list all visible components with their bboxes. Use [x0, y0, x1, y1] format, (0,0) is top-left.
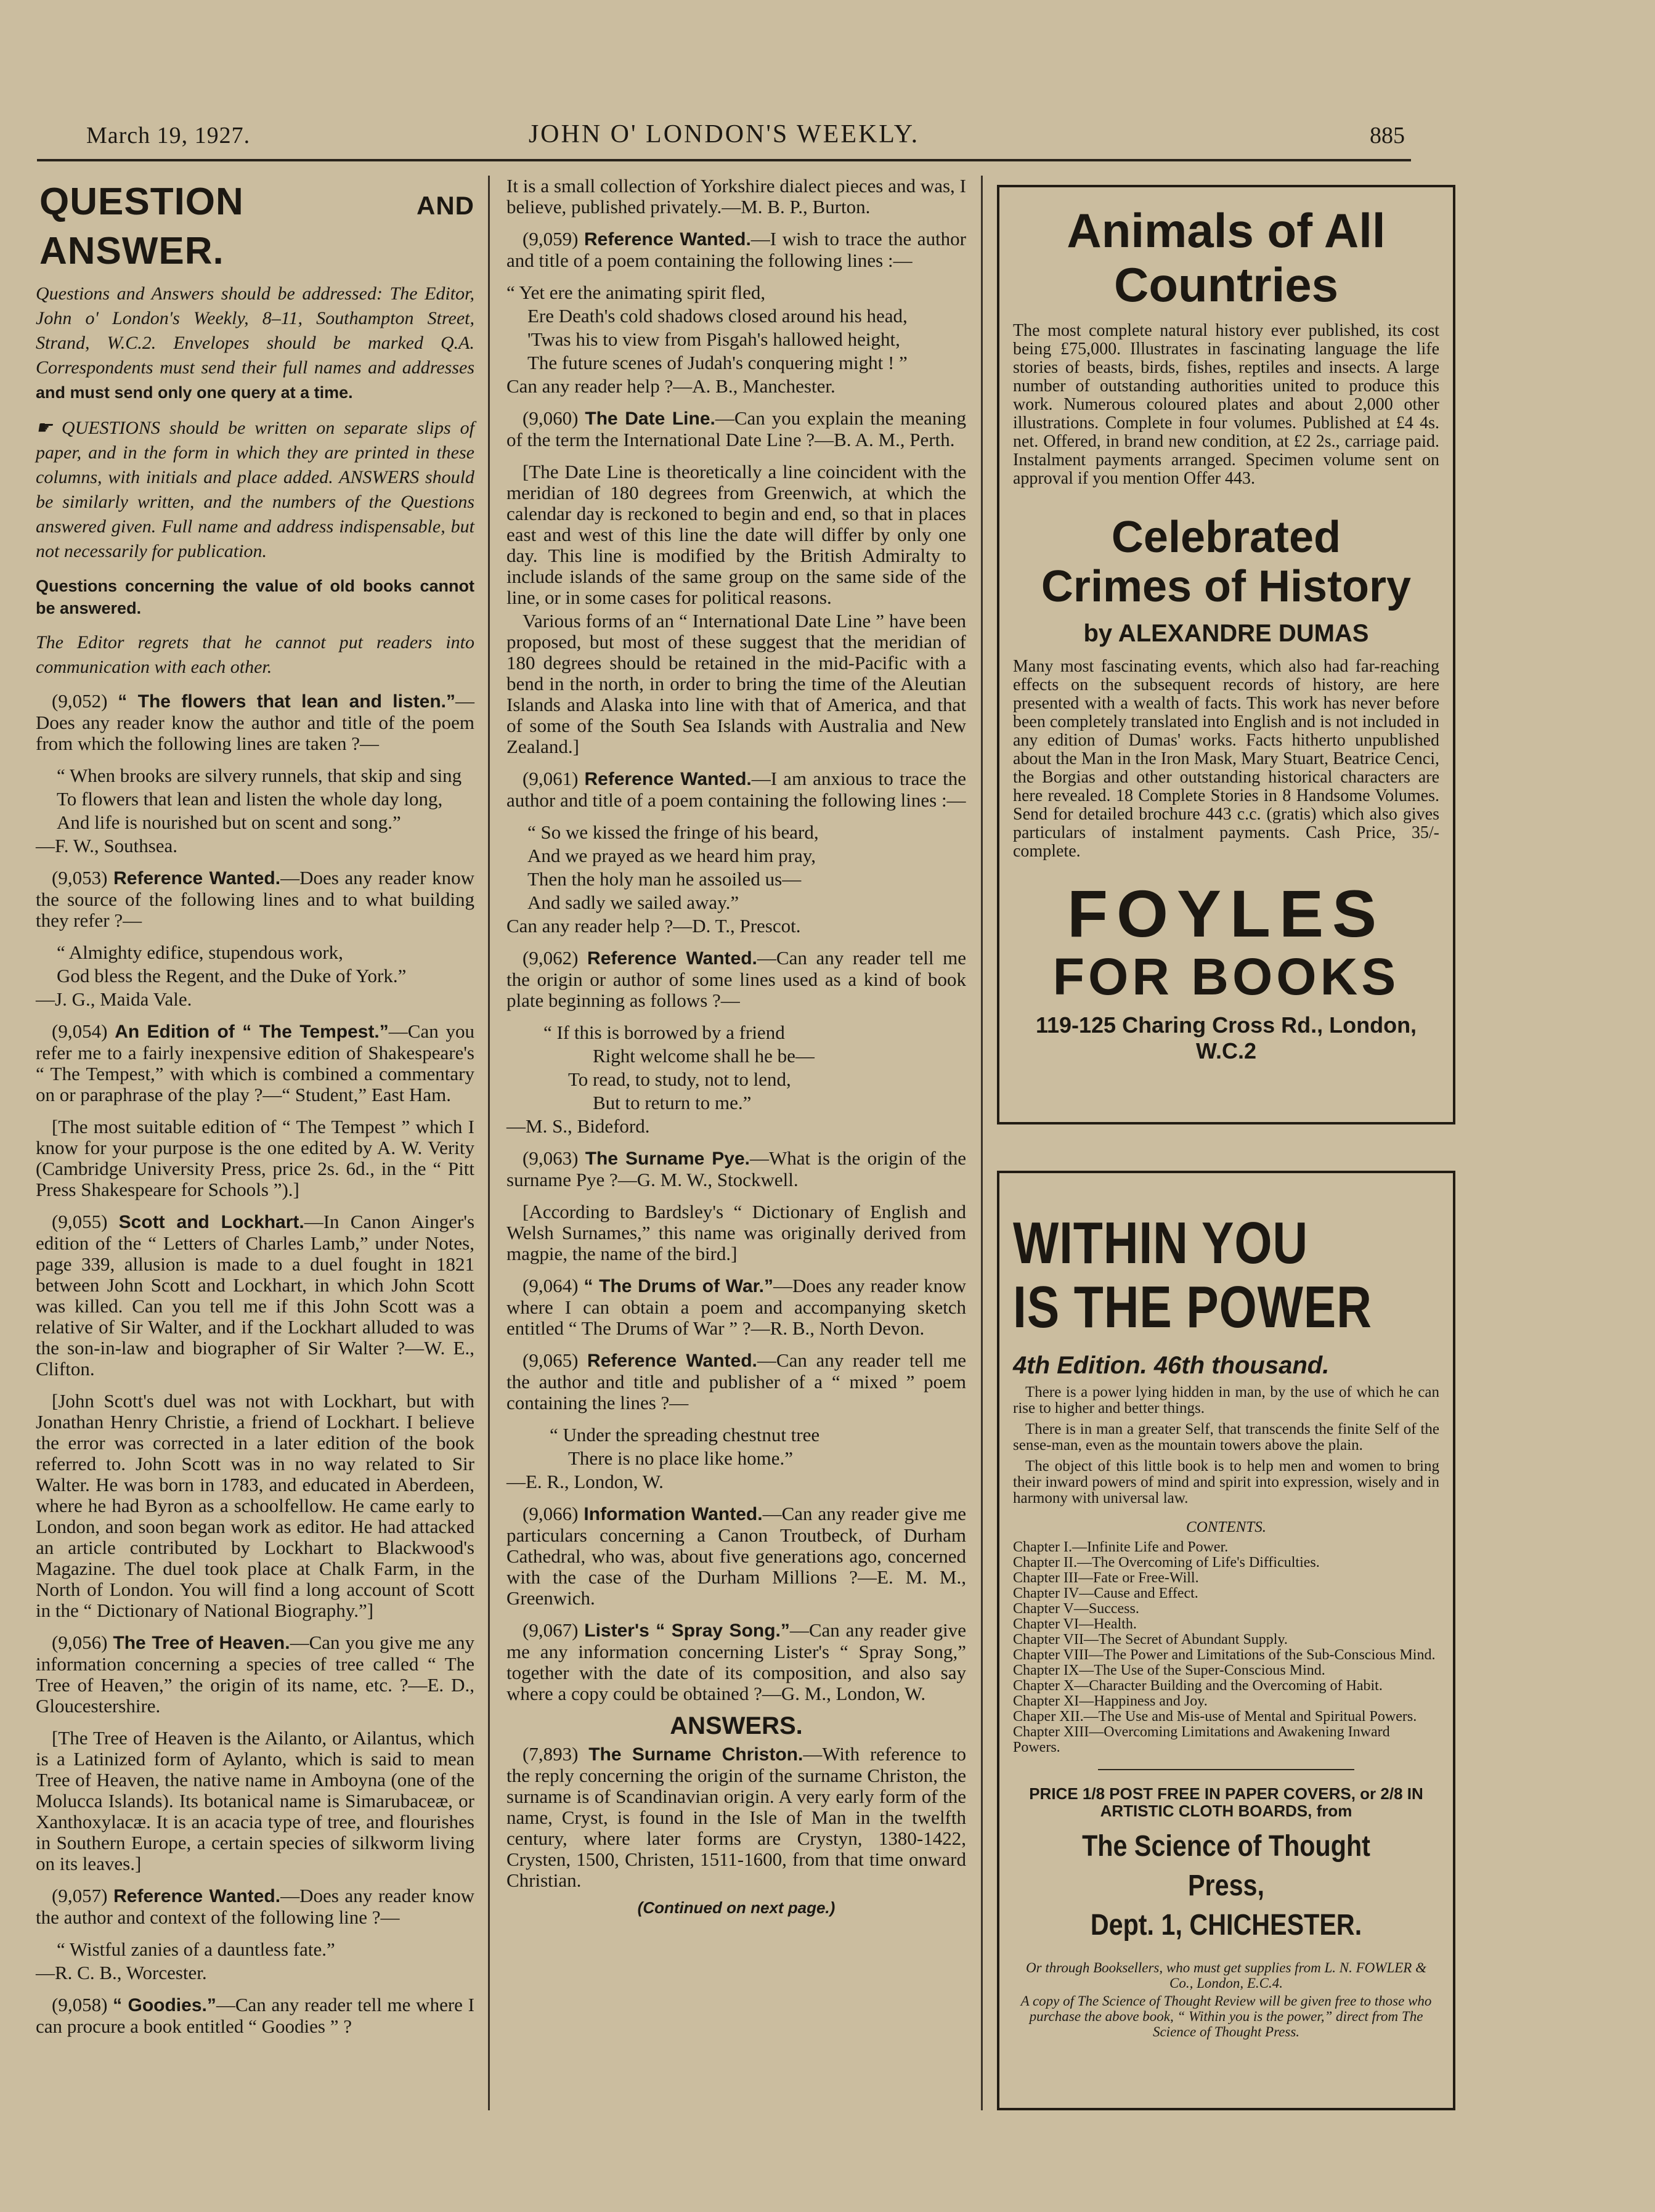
query-heading: The Surname Pye.	[585, 1149, 750, 1169]
answer-heading: The Surname Christon.	[588, 1744, 803, 1765]
query-heading: Scott and Lockhart.	[118, 1212, 304, 1232]
query-number: (9,065)	[523, 1349, 579, 1371]
query-heading: “ The Drums of War.”	[584, 1276, 774, 1296]
contents-heading: CONTENTS.	[1186, 1519, 1266, 1535]
query-heading: Reference Wanted.	[584, 769, 752, 789]
ad-byline: by ALEXANDRE DUMAS	[1083, 620, 1369, 647]
query-number: (9,067)	[523, 1619, 579, 1641]
verse-line: Then the holy man he assoiled us—	[527, 868, 802, 890]
query-heading: Reference Wanted.	[113, 1886, 281, 1906]
foyles-advertisement	[997, 185, 1455, 1124]
query-9065	[506, 1350, 966, 1413]
query-number: (9,058)	[52, 1994, 108, 2015]
answer-text: —With reference to the reply concerning the origin of the surname Christon, the surname is of Scandinavian origin. A very early form of the name, Cryst, is found in the Isle of Man in the twelfth century, where later forms are Crystyn, 1380-1422, Crysten, 1500, Christen, 1511-1600, from that time onward Christian.	[506, 1743, 967, 1891]
query-9056	[36, 1632, 474, 1717]
contents-item: Chapter III—Fate or Free-Will.	[1013, 1570, 1199, 1586]
query-heading: Reference Wanted.	[587, 948, 757, 969]
answer-7893	[506, 1744, 966, 1891]
query-text: —I am anxious to trace the author and title of a poem containing the following lines :—	[506, 768, 966, 811]
ad-title-line-1: WITHIN YOU	[1013, 1210, 1309, 1276]
ad-paragraph: There is in man a greater Self, that transcends the finite Self of the sense-man, even as the mountain towers above the plain.	[1013, 1421, 1439, 1454]
query-text: —Does any reader know where I can obtain a poem and accompanying sketch entitled “ The Drums of War ” ?—R. B., North Devon.	[506, 1275, 967, 1339]
ad-paragraph: The object of this little book is to help men and women to bring their inward powers of mind and spirit into expression, wisely and in harmony with universal law.	[1013, 1458, 1439, 1507]
verse-line: To read, to study, not to lend,	[568, 1068, 791, 1090]
query-text: —Can any reader give me any information concerning Lister's “ Spray Song,” together with the date of its composition, and also say where a copy could be obtained ?—G. M., London, W.	[506, 1619, 966, 1704]
ad-title-animals: Animals of All Countries	[1067, 203, 1386, 312]
intro-address-text: Questions and Answers should be addressed: The Editor, John o' London's Weekly, 8–11, Southampton Street, Strand, W.C.2. Envelopes should be marked Q.A. Correspondents must send their full names and addresses	[36, 283, 474, 378]
masthead: JOHN O' LONDON'S WEEKLY.	[528, 120, 920, 148]
title-word-and: AND	[417, 191, 474, 220]
query-9064	[506, 1275, 966, 1339]
foyles-tagline: FOR BOOKS	[1052, 948, 1400, 1006]
verse-line: And we prayed as we heard him pray,	[527, 845, 816, 866]
query-heading: An Edition of “ The Tempest.”	[115, 1022, 389, 1042]
query-9054	[36, 1021, 474, 1105]
ad-title-crimes-1: Celebrated	[1111, 513, 1341, 562]
query-9063	[506, 1148, 966, 1190]
query-number: (9,055)	[52, 1211, 108, 1232]
contents-item: Chapter IV—Cause and Effect.	[1013, 1585, 1198, 1601]
issue-date: March 19, 1927.	[86, 123, 251, 148]
query-heading: Information Wanted.	[584, 1504, 763, 1524]
foyles-brand: FOYLES	[1067, 876, 1386, 951]
ad-bookseller-note: Or through Booksellers, who must get supplies from L. N. FOWLER & Co., London, E.C.4.	[1026, 1960, 1426, 1991]
contents-item: Chaper XII.—The Use and Mis-use of Mental and Spiritual Powers.	[1013, 1709, 1417, 1725]
verse-line: “ When brooks are silvery runnels, that skip and sing	[57, 765, 462, 786]
intro-editor-note: The Editor regrets that he cannot put readers into communication with each other.	[36, 632, 474, 677]
query-9058-continued: It is a small collection of Yorkshire dialect pieces and was, I believe, published privately.—M. B. P., Burton.	[506, 175, 966, 218]
verse-line: “ Almighty edifice, stupendous work,	[57, 941, 343, 963]
ad-divider	[1098, 1769, 1354, 1770]
intro-value-note: Questions concerning the value of old books cannot be answered.	[36, 577, 474, 617]
query-signature: —M. S., Bideford.	[506, 1115, 650, 1137]
ad-paragraph: There is a power lying hidden in man, by the use of which he can rise to higher and better things.	[1013, 1384, 1439, 1417]
query-number: (9,063)	[523, 1147, 579, 1169]
query-heading: Reference Wanted.	[587, 1351, 757, 1371]
query-9067	[506, 1620, 966, 1704]
query-text: —Does any reader know the author and context of the following line ?—	[36, 1885, 474, 1928]
ad-review-note: A copy of The Science of Thought Review will be given free to those who purchase the above book, “ Within you is the power,” direct from The Science of Thought Press.	[1020, 1993, 1432, 2039]
ad-title-line-2: IS THE POWER	[1013, 1274, 1372, 1340]
ad-text-animals: The most complete natural history ever published, its cost being £75,000. Illustrates in fascinating language the life stories of beasts, birds, fishes, reptiles and insects. A large number of outstanding authorities united to produce this work. Numerous coloured plates and about 2,000 other illustrations. Complete in four volumes. Published at £4 4s. net. Offered, in brand new condition, at £2 2s., carriage paid. Instalment payments arranged. Specimen volume sent on approval if you mention Offer 443.	[1013, 321, 1439, 488]
query-number: (9,064)	[523, 1275, 579, 1296]
query-heading: “ The flowers that lean and listen.”	[118, 691, 455, 712]
query-number: (9,054)	[52, 1020, 108, 1042]
answer-number: (7,893)	[523, 1743, 579, 1765]
query-heading: The Date Line.	[585, 409, 715, 429]
intro-address-bold: and must send only one query at a time.	[36, 383, 353, 402]
query-text: —Can any reader give me particulars concerning a Canon Troutbeck, of Durham Cathedral, who was, about five generations ago, concerned with the case of the Durham Millions ?—E. M. M., Greenwich.	[506, 1503, 966, 1609]
column-1	[36, 176, 474, 2048]
verse-line: The future scenes of Judah's conquering might ! ”	[527, 352, 908, 373]
editor-answer: [The Date Line is theoretically a line coincident with the meridian of 180 degrees from Greenwich, at which the calendar day is reckoned to begin and end, so that in places east and west of this line the date will differ by only one day. This line is modified by the British Admiralty to include islands of the same group on the same side of the line, or in some cases for political reasons.	[506, 461, 966, 608]
publisher-address: Dept. 1, CHICHESTER.	[1090, 1909, 1362, 1942]
query-heading: Lister's “ Spray Song.”	[584, 1620, 790, 1641]
page-number: 885	[1370, 123, 1405, 148]
query-heading: Reference Wanted.	[113, 868, 281, 888]
query-number: (9,059)	[523, 228, 579, 250]
query-heading: Reference Wanted.	[584, 229, 751, 250]
verse-line: Ere Death's cold shadows closed around his head,	[527, 305, 908, 327]
ad-price: PRICE 1/8 POST FREE IN PAPER COVERS, or 2/8 IN ARTISTIC CLOTH BOARDS, from	[1029, 1784, 1423, 1820]
query-text: —Can you give me any information concerning a species of tree called “ The Tree of Heaven,” the origin of its name, etc. ?—E. D., Gloucestershire.	[36, 1632, 474, 1717]
query-9058	[36, 1994, 474, 2037]
query-9062	[506, 948, 966, 1011]
contents-item: Chapter I.—Infinite Life and Power.	[1013, 1539, 1229, 1555]
query-text: —Does any reader know the source of the following lines and to what building they refer ?—	[36, 867, 474, 931]
query-text: —I wish to trace the author and title of a poem containing the following lines :—	[506, 228, 967, 271]
query-text: —Can any reader tell me the author and title and publisher of a “ mixed ” poem containing the lines ?—	[506, 1349, 967, 1413]
query-signature: —R. C. B., Worcester.	[36, 1962, 207, 1983]
verse-line: 'Twas his to view from Pisgah's hallowed height,	[527, 328, 900, 350]
query-text: —What is the origin of the surname Pye ?—G. M. W., Stockwell.	[506, 1147, 966, 1190]
ad-title-crimes-2: Crimes of History	[1041, 562, 1412, 611]
editor-answer: [According to Bardsley's “ Dictionary of English and Welsh Surnames,” this name was originally derived from magpie, the name of the bird.]	[506, 1201, 966, 1264]
query-signature: Can any reader help ?—A. B., Manchester.	[506, 375, 836, 397]
contents-list	[1013, 1540, 1439, 1755]
page-header	[43, 117, 1405, 154]
verse-line: And life is nourished but on scent and song.”	[57, 811, 401, 833]
query-number: (9,066)	[523, 1503, 579, 1524]
contents-item: Chapter IX—The Use of the Super-Conscious Mind.	[1013, 1662, 1325, 1678]
header-rule	[37, 159, 1411, 161]
verse-line: “ Wistful zanies of a dauntless fate.”	[57, 1938, 335, 1960]
query-signature: —F. W., Southsea.	[36, 835, 178, 856]
query-heading: “ Goodies.”	[113, 1995, 216, 2015]
title-word-question: QUESTION	[39, 181, 244, 223]
verse-line: To flowers that lean and listen the whole day long,	[57, 788, 443, 810]
column-2	[506, 176, 966, 1918]
query-number: (9,060)	[523, 407, 579, 429]
query-number: (9,053)	[52, 867, 108, 888]
query-9055	[36, 1211, 474, 1380]
query-number: (9,056)	[52, 1632, 108, 1653]
query-number: (9,057)	[52, 1885, 108, 1906]
verse-line: God bless the Regent, and the Duke of York.”	[57, 965, 407, 986]
contents-item: Chapter XIII—Overcoming Limitations and Awakening Inward Powers.	[1013, 1724, 1390, 1755]
verse-line: “ Yet ere the animating spirit fled,	[506, 282, 766, 303]
intro-address	[36, 282, 474, 405]
continued-note: (Continued on next page.)	[637, 1898, 836, 1917]
query-signature: —E. R., London, W.	[506, 1471, 664, 1492]
title-word-answer: ANSWER.	[39, 230, 224, 272]
query-heading: The Tree of Heaven.	[113, 1633, 290, 1653]
contents-item: Chapter X—Character Building and the Overcoming of Habit.	[1013, 1678, 1383, 1694]
answers-heading: ANSWERS.	[670, 1712, 803, 1739]
query-number: (9,062)	[523, 947, 579, 969]
query-text: —Does any reader know the author and title of the poem from which the following lines are taken ?—	[36, 690, 474, 754]
contents-item: Chapter VII—The Secret of Abundant Supply.	[1013, 1632, 1288, 1648]
column-divider-2	[981, 176, 983, 2110]
ad-edition: 4th Edition. 46th thousand.	[1013, 1352, 1330, 1379]
query-9059	[506, 229, 966, 271]
editor-answer: [The most suitable edition of “ The Tempest ” which I know for your purpose is the one edited by A. W. Verity (Cambridge University Press, price 2s. 6d., in the “ Pitt Press Shakespeare for Schools ”).]	[36, 1116, 474, 1200]
verse-line: But to return to me.”	[593, 1092, 752, 1113]
query-9052	[36, 691, 474, 754]
ad-text-crimes: Many most fascinating events, which also had far-reaching effects on the subsequent records of history, are here presented with a wealth of facts. This work has never before been completely translated into English and is not included in any edition of Dumas' works. Facts hitherto unpublished about the Man in the Iron Mask, Mary Stuart, Beatrice Cenci, the Borgias and other outstanding historical characters are here revealed. 18 Complete Stories in 8 Handsome Volumes. Send for detailed brochure 443 c.c. (gratis) which also gives particulars of instalment payments. Cash Price, 35/- complete.	[1013, 657, 1439, 861]
query-text: —Can you refer me to a fairly inexpensive edition of Shakespeare's “ The Tempest,” with which is combined a commentary on or paraphrase of the play ?—“ Student,” East Ham.	[36, 1020, 474, 1105]
query-9061	[506, 768, 966, 811]
editor-answer: [John Scott's duel was not with Lockhart, but with Jonathan Henry Christie, a friend of Lockhart. I believe the error was corrected in a later edition of the book referred to. John Scott was in no way related to Sir Walter. He was born in 1783, and educated in Aberdeen, where he had Byron as a schoolfellow. He came early to London, and soon began work as editor. He had attacked an article contributed by Lockhart to Blackwood's Magazine. The duel took place at Chalk Farm, in the North of London. You will find a long account of Scott in the “ Dictionary of National Biography.”]	[36, 1390, 474, 1621]
editor-answer: Various forms of an “ International Date Line ” have been proposed, but most of these suggest that the meridian of 180 degrees should be retained in the mid-Pacific with a bend in the north, in order to bring the time of the Aleutian Islands and Alaska into line with that of America, and that of some of the South Sea Islands with Australia and New Zealand.]	[506, 610, 966, 757]
verse-line: “ Under the spreading chestnut tree	[550, 1424, 820, 1446]
verse-line: Right welcome shall he be—	[593, 1045, 815, 1067]
foyles-address: 119-125 Charing Cross Rd., London, W.C.2	[1035, 1012, 1417, 1063]
query-text: —Can you explain the meaning of the term the International Date Line ?—B. A. M., Perth.	[506, 407, 966, 450]
query-signature: —J. G., Maida Vale.	[36, 988, 192, 1010]
query-number: (9,052)	[52, 690, 108, 712]
within-you-advertisement	[997, 1171, 1455, 2110]
contents-item: Chapter VI—Health.	[1013, 1616, 1137, 1632]
verse-line: There is no place like home.”	[568, 1447, 793, 1469]
query-9060	[506, 408, 966, 450]
column-divider-1	[488, 176, 490, 2110]
publisher-name: The Science of Thought Press,	[1082, 1830, 1370, 1902]
contents-item: Chapter II.—The Overcoming of Life's Difficulties.	[1013, 1555, 1320, 1571]
editor-answer: [The Tree of Heaven is the Ailanto, or Ailantus, which is a Latinized form of Aylanto, which is said to mean Tree of Heaven, the native name in Amboyna (one of the Molucca Islands). Its botanical name is Simarubaceæ, or Xanthoxylacæ. It is an acacia type of tree, and flourishes in Southern Europe, a certain species of silkworm living on its leaves.]	[36, 1727, 474, 1874]
query-number: (9,061)	[523, 768, 579, 789]
query-9057	[36, 1885, 474, 1928]
query-text: —In Canon Ainger's edition of the “ Letters of Charles Lamb,” under Notes, page 339, allusion is made to a duel fought in 1821 between John Scott and Lockhart, in which John Scott was killed. Can you tell me if this John Scott was a relative of Sir Walter, and if the Lockhart alluded to was the son-in-law and biographer of Sir Walter ?—W. E., Clifton.	[36, 1211, 475, 1380]
contents-item: Chapter XI—Happiness and Joy.	[1013, 1693, 1208, 1709]
query-9066	[506, 1503, 966, 1609]
verse-line: And sadly we sailed away.”	[527, 892, 739, 913]
query-signature: Can any reader help ?—D. T., Prescot.	[506, 915, 801, 937]
contents-item: Chapter V—Success.	[1013, 1601, 1139, 1617]
contents-item: Chapter VIII—The Power and Limitations of the Sub-Conscious Mind.	[1013, 1647, 1436, 1663]
intro-questions: ☛ QUESTIONS should be written on separate slips of paper, and in the form in which they are printed in these columns, with initials and place added. ANSWERS should be similarly written, and the numbers of the Questions answered given. Full name and address indispensable, but not necessarily for publication.	[36, 418, 474, 561]
query-9053	[36, 868, 474, 931]
query-text: —Can any reader tell me where I can procure a book entitled “ Goodies ” ?	[36, 1994, 474, 2037]
query-text: —Can any reader tell me the origin or author of some lines used as a kind of book plate beginning as follows ?—	[506, 947, 967, 1011]
section-title	[39, 179, 474, 274]
verse-line: “ If this is borrowed by a friend	[543, 1022, 785, 1043]
verse-line: “ So we kissed the fringe of his beard,	[527, 821, 819, 843]
